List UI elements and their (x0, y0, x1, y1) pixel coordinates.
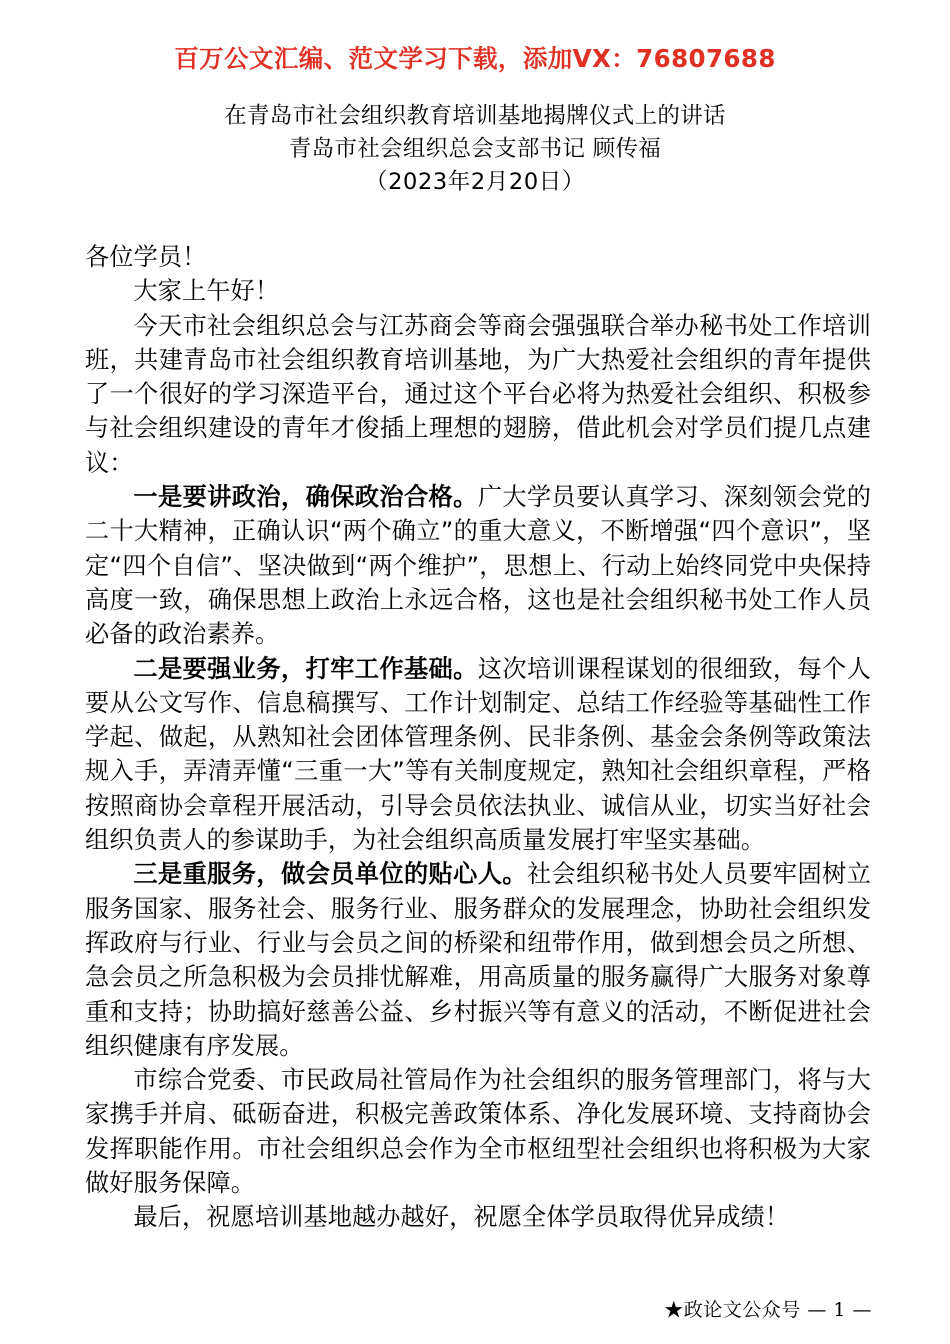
document-title-block (0, 100, 950, 199)
point-three-body: 社会组织秘书处人员要牢固树立服务国家、服务社会、服务行业、服务群众的发展理念，协助社会组织发挥政府与行业、行业与会员之间的桥梁和纽带作用，做到想会员之所想、急会员之所急积极为会员排忧解难，用高质量的服务赢得广大服务对象尊重和支持；协助搞好慈善公益、乡村振兴等有意义的活动，不断促进社会组织健康有序发展。 (85, 860, 871, 1060)
paragraph-closing-support: 市综合党委、市民政局社管局作为社会组织的服务管理部门，将与大家携手并肩、砥砺奋进，积极完善政策体系、净化发展环境、支持商协会发挥职能作用。市社会组织总会作为全市枢纽型社会组织也将积极为大家做好服务保障。 (85, 1066, 871, 1198)
promo-banner: 百万公文汇编、范文学习下载，添加VX：76807688 (174, 44, 776, 73)
document-title-author: 青岛市社会组织总会支部书记 顾传福 (288, 136, 662, 162)
footer-page-number: ★政论文公众号 — 1 — (664, 1299, 872, 1321)
paragraph-salutation: 各位学员！ (85, 243, 207, 271)
point-two-body: 这次培训课程谋划的很细致，每个人要从公文写作、信息稿撰写、工作计划制定、总结工作经验等基础性工作学起、做起，从熟知社会团体管理条例、民非条例、基金会条例等政策法规入手，弄清弄懂“三重一大”等有关制度规定，熟知社会组织章程，严格按照商协会章程开展活动，引导会员依法执业、诚信从业，切实当好社会组织负责人的参谋助手，为社会组织高质量发展打牢坚实基础。 (85, 654, 871, 855)
document-title-main: 在青岛市社会组织教育培训基地揭牌仪式上的讲话 (224, 103, 726, 129)
paragraph-point-two (85, 652, 871, 858)
page-footer (0, 1298, 950, 1322)
point-one-heading: 一是要讲政治，确保政治合格。 (133, 483, 478, 512)
paragraph-final-wish: 最后，祝愿培训基地越办越好，祝愿全体学员取得优异成绩！ (133, 1203, 790, 1232)
document-title-date: （2023年2月20日） (365, 169, 585, 195)
paragraph-point-one (85, 480, 871, 651)
paragraph-point-three (85, 857, 871, 1063)
paragraph-opening: 今天市社会组织总会与江苏商会等商会强强联合举办秘书处工作培训班，共建青岛市社会组织教育培训基地，为广大热爱社会组织的青年提供了一个很好的学习深造平台，通过这个平台必将为热爱社会组织、积极参与社会组织建设的青年才俊插上理想的翅膀，借此机会对学员们提几点建议： (85, 311, 871, 477)
point-one-body: 广大学员要认真学习、深刻领会党的二十大精神，正确认识“两个确立”的重大意义，不断增强“四个意识”，坚定“四个自信”、坚决做到“两个维护”，思想上、行动上始终同党中央保持高度一致，确保思想上政治上永远合格，这也是社会组织秘书处工作人员必备的政治素养。 (85, 483, 871, 649)
point-two-heading: 二是要强业务，打牢工作基础。 (133, 654, 478, 683)
paragraph-greeting: 大家上午好！ (133, 277, 280, 306)
point-three-heading: 三是重服务，做会员单位的贴心人。 (133, 860, 527, 889)
document-body (85, 240, 871, 1235)
